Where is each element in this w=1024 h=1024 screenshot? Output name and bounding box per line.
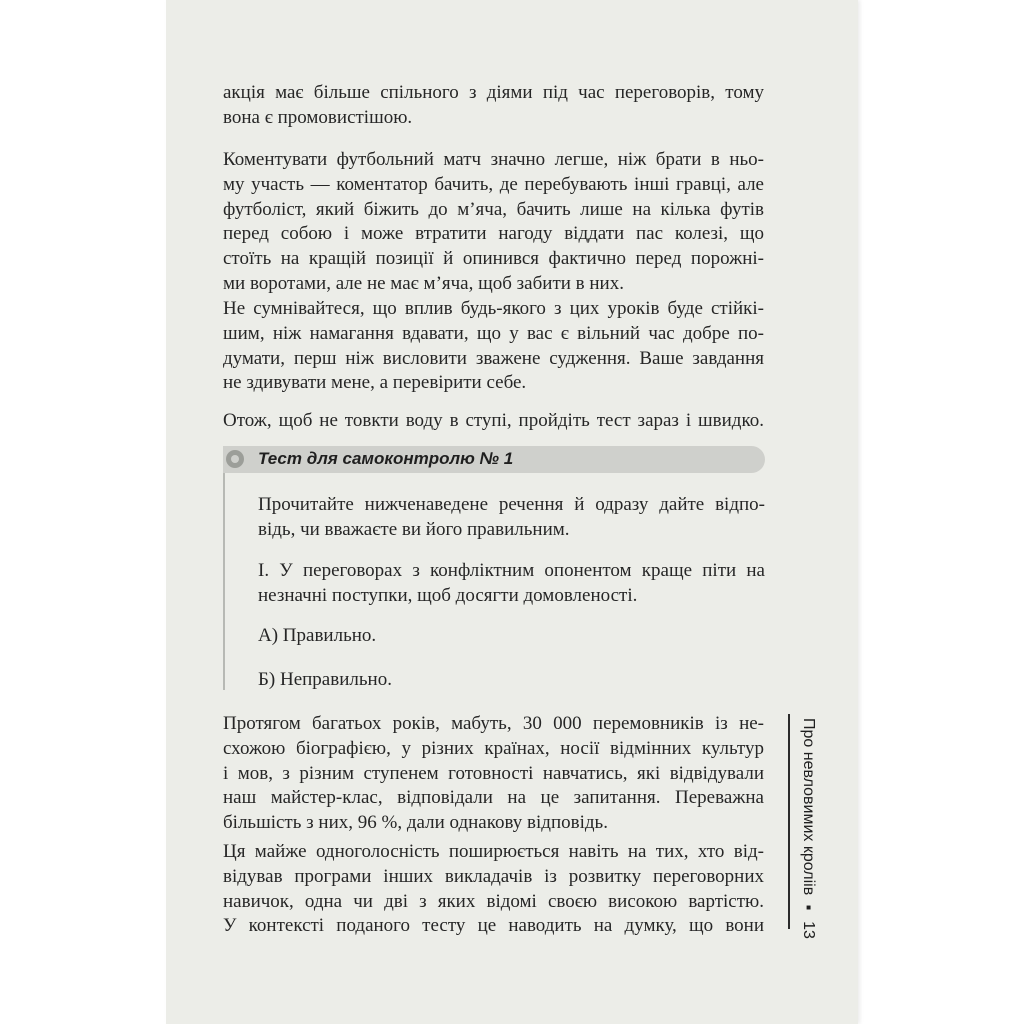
text-line: стоїть на кращій позиції й опинився фактично перед порожні- <box>223 248 764 270</box>
text-line: і мов, з різним ступенем готовності навчатись, які відвідували <box>223 762 764 784</box>
test-intro <box>258 493 765 543</box>
text-line: більшість з них, 96 %, дали однакову відповідь. <box>223 812 608 834</box>
paragraph-1 <box>223 81 764 131</box>
test-question <box>258 559 765 609</box>
text-line: вона є промовистішою. <box>223 106 413 128</box>
test-option-b <box>258 668 765 693</box>
text-line: І. У переговорах з конфліктним опонентом краще піти на <box>258 560 765 581</box>
text-line: незначні поступки, щоб досягти домовленості. <box>258 584 638 606</box>
text-line: У контексті поданого тесту це наводить на думку, що вони <box>223 915 764 937</box>
text-line: шим, ніж намагання вдавати, що у вас є вільний час добре по- <box>223 322 764 344</box>
text-line: Отож, щоб не товкти воду в ступі, пройдіть тест зараз і швидко. <box>223 410 764 431</box>
text-line: акція має більше спільного з діями під час переговорів, тому <box>223 82 764 103</box>
text-line: відував програми інших викладачів із розвитку переговорних <box>223 865 764 887</box>
text-line: Коментувати футбольний матч значно легше, ніж брати в ньо- <box>223 149 764 170</box>
option-text: Б) Неправильно. <box>258 669 392 690</box>
text-line: наш майстер-клас, відповідали на це запитання. Переважна <box>223 787 764 809</box>
text-line: Не сумнівайтеся, що вплив будь-якого з цих уроків буде стійкі- <box>223 298 764 319</box>
paragraph-5 <box>223 712 764 836</box>
text-line: відь, чи вважаєте ви його правильним. <box>258 518 570 540</box>
text-line: думати, перш ніж висловити зважене судження. Ваше завдання <box>223 347 764 369</box>
text-line: перед собою і може втратити нагоду віддати пас колезі, що <box>223 223 764 245</box>
text-line: навичок, одна чи дві з яких відомі своєю високою вартістю. <box>223 890 764 912</box>
text-line: ми воротами, але не має м’яча, щоб забити в них. <box>223 272 624 294</box>
text-line: Ця майже одноголосність поширюється навіть на тих, хто від- <box>223 841 764 862</box>
text-line: Протягом багатьох років, мабуть, 30 000 перемовників із не- <box>223 713 764 734</box>
paragraph-3 <box>223 297 764 396</box>
running-header-page-number: Про невловимих кроліів ▪ 13 <box>800 718 817 939</box>
option-text: А) Правильно. <box>258 625 377 646</box>
paragraph-6 <box>223 840 764 939</box>
paragraph-4 <box>223 409 764 434</box>
test-title: Тест для самоконтролю № 1 <box>258 449 514 468</box>
target-icon <box>226 450 244 468</box>
paragraph-2 <box>223 148 764 297</box>
text-line: футболіст, який біжить до м’яча, бачить лише на кілька футів <box>223 198 764 220</box>
text-line: Прочитайте нижченаведене речення й одразу дайте відпо- <box>258 494 765 515</box>
text-line: му участь — коментатор бачить, де перебувають інші гравці, але <box>223 173 764 195</box>
text-line: не здивувати мене, а перевірити себе. <box>223 372 527 394</box>
test-option-a <box>258 624 765 649</box>
text-line: схожою біографією, у різних країнах, носії відмінних культур <box>223 737 764 759</box>
